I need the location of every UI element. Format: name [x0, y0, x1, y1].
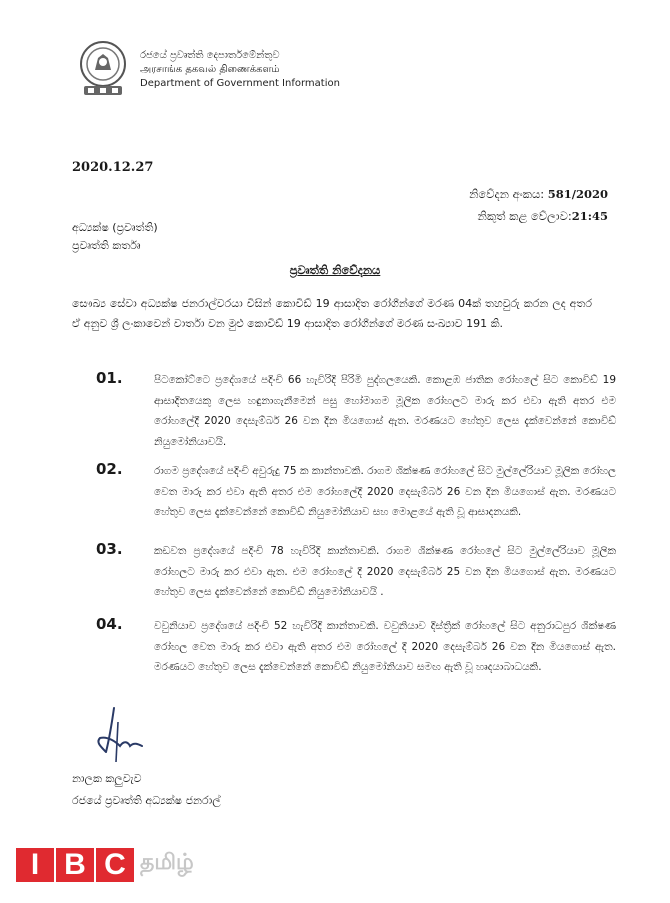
watermark-letter: C: [96, 848, 134, 882]
issue-time-line: [408, 205, 608, 227]
death-case-item: [96, 541, 616, 603]
death-case-item: [96, 461, 616, 523]
issue-time-label: නිකුත් කළ වේලාව:: [477, 209, 572, 223]
notice-number-value: 581/2020: [547, 187, 608, 201]
ibc-tamil-watermark: [16, 848, 206, 884]
death-case-item: [96, 370, 616, 452]
department-name-sinhala: රජයේ ප්‍රවෘත්ති දෙපාර්තමේන්තුව: [140, 50, 280, 61]
heading-text: ප්‍රවෘත්ති නිවේදනය: [289, 263, 381, 277]
item-number: 04.: [96, 615, 123, 633]
document-heading: [0, 263, 670, 278]
document-date: 2020.12.27: [72, 160, 154, 175]
reference-block: [408, 183, 608, 227]
government-emblem-icon: [78, 40, 128, 98]
notice-number-label: නිවේදන අංකය:: [469, 187, 545, 201]
department-header: [140, 49, 340, 91]
notice-number-line: [408, 183, 608, 205]
signatory-name: නාලක කලුවැව: [72, 772, 142, 785]
item-text: කඩවත ප්‍රදේශයේ පදිංචි 78 හැවිරිදි කාන්තාවකි. රාගම ශික්ෂණ රෝහලේ සිට මුල්ලේරියාව මූලික රෝහලට මාරු කර එවා ඇත. එම රෝහලේ දී 2020 දෙසැම්බර් 25 වන දින මියගොස් ඇත. මරණයට හේතුව ලෙස දැක්වෙන්නේ කොවිඩ් නියුමෝනියාවයි .: [154, 545, 616, 598]
issue-time-value: 21:45: [571, 209, 608, 223]
signature-icon: [86, 702, 156, 772]
signatory-block: [72, 768, 221, 812]
watermark-letter: B: [56, 848, 94, 882]
item-number: 01.: [96, 369, 123, 387]
item-number: 02.: [96, 460, 123, 478]
death-case-item: [96, 616, 616, 678]
item-text: පිටකෝට්ටෙ ප්‍රදේශයේ පදිංචි 66 හැවිරිදි පිරිමි පුද්ගලයෙකි. කොළඹ ජාතික රෝහලේ සිට කොවිඩ් 19 ආසාදිතයෙකු ලෙස හඳුනාගැනීමෙන් පසු හෝමාගම මූලික රෝහලට මාරු කර එවා ඇති අතර එම රෝහලේදී 2020 දෙසැම්බර් 26 වන දින මියගොස් ඇත. මරණයට හේතුව ලෙස දැක්වෙන්නේ කොවිඩ් නියුමෝනියාවයි.: [154, 374, 616, 448]
signatory-title: රජයේ ප්‍රවෘත්ති අධ්‍යක්ෂ ජනරාල්: [72, 794, 221, 807]
item-text: වවුනියාව ප්‍රදේශයේ පදිංචි 52 හැවිරිදි කාන්තාවකි. වවුනියාව දිස්ත්‍රික් රෝහලේ සිට අනුරාධපුර ශික්ෂණ රෝහල වෙත මාරු කර එවා ඇති අතර එම රෝහලේ දී 2020 දෙසැම්බර් 26 වන දින මියගොස් ඇත. මරණයට හේතුව ලෙස දැක්වෙන්නේ කොවිඩ් නියුමෝනියාව සමඟ ඇති වූ හෘදයාබාධයකි.: [154, 620, 616, 673]
watermark-tamil-text: தமிழ்: [140, 850, 194, 875]
addressee-block: [72, 219, 158, 255]
department-name-tamil: அரசாங்க தகவல் திணைக்களம்: [140, 64, 280, 75]
addressee-line: අධ්‍යක්ෂ (ප්‍රවෘත්ති): [72, 221, 158, 234]
item-number: 03.: [96, 540, 123, 558]
addressee-line: ප්‍රවෘත්ති කර්තෘ: [72, 239, 141, 252]
intro-paragraph: සෞඛ්‍ය සේවා අධ්‍යක්ෂ ජනරාල්වරයා විසින් කොවිඩ් 19 ආසාදිත රෝගීන්ගේ මරණ 04ක් තහවුරු කරන ලද අතර ඒ අනුව ශ්‍රී ලංකාවෙන් වාර්තා වන මුළු කොවිඩ් 19 ආසාදිත රෝගීන්ගේ මරණ සංඛ්‍යාව 191 කි.: [72, 297, 592, 330]
item-text: රාගම ප්‍රදේශයේ පදිංචි අවුරුදු 75 ක කාන්තාවකි. රාගම ශික්ෂණ රෝහලේ සිට මුල්ලේරියාව මූලික රෝහල වෙත මාරු කර එවා ඇති අතර එම රෝහලේදී 2020 දෙසැම්බර් 26 වන දින මියගොස් ඇත. මරණයට හේතුව ලෙස දැක්වෙන්නේ කොවිඩ් නියුමෝනියාව සහ මොළයේ ඇති වූ ආසාදනයකි.: [154, 465, 616, 518]
watermark-letter: I: [16, 848, 54, 882]
department-name-english: Department of Government Information: [140, 78, 340, 89]
